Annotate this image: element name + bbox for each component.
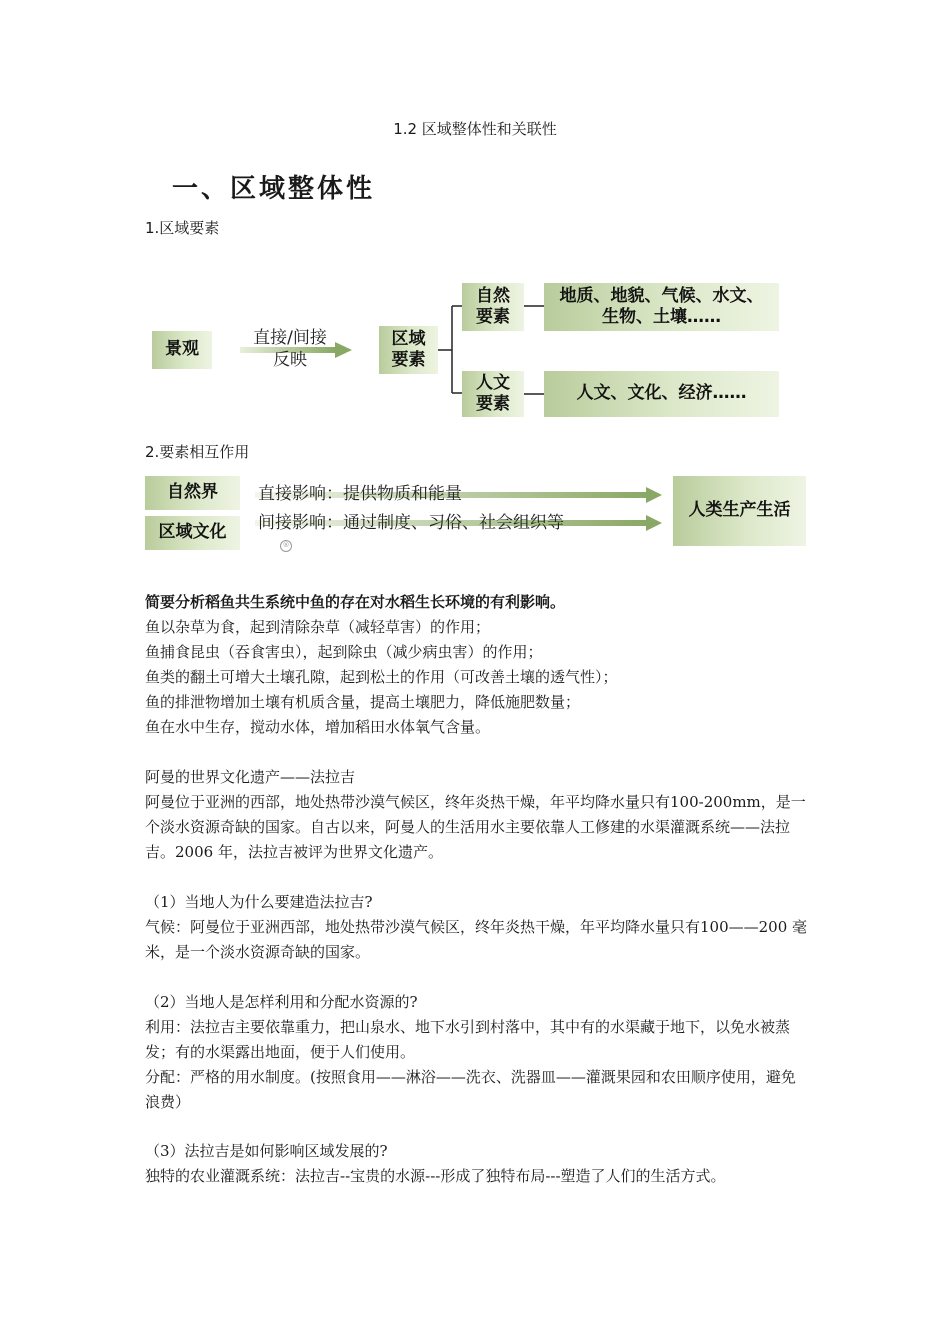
rice-fish-answer-1: 鱼以杂草为食，起到清除杂草（减轻草害）的作用； [145,618,491,636]
regional-culture-label: 区域文化 [158,522,227,543]
oman-intro-section [145,765,810,865]
natural-elements-line1: 自然 [476,285,510,306]
question-1: （1）当地人为什么要建造法拉吉? [145,893,373,911]
region-elements-line2: 要素 [391,350,426,370]
doc-title: 1.2 区域整体性和关联性 [393,120,557,138]
oman-title: 阿曼的世界文化遗产——法拉吉 [145,768,356,786]
direct-influence-label: 直接影响：提供物质和能量 [258,484,462,504]
question-2-section [145,990,810,1115]
answer-3: 独特的农业灌溉系统：法拉吉--宝贵的水源---形成了独特布局---塑造了人们的生活方式。 [145,1167,726,1185]
natural-items-line1: 地质、地貌、气候、水文、 [559,285,764,306]
rice-fish-answer-4: 鱼的排泄物增加土壤有机质含量，提高土壤肥力，降低施肥数量； [145,693,581,711]
human-elements-line2: 要素 [476,394,510,414]
human-elements-line1: 人文 [476,372,510,393]
question-2: （2）当地人是怎样利用和分配水资源的? [145,993,418,1011]
reflect-label-line2: 反映 [273,350,307,371]
direct-arrow-head [646,487,662,503]
natural-elements-line2: 要素 [476,307,510,327]
oman-intro: 阿曼位于亚洲的西部，地处热带沙漠气候区，终年炎热干燥，年平均降水量只有100-200mm，是一个淡水资源奇缺的国家。自古以来，阿曼人的生活用水主要依靠人工修建的水渠灌溉系统——法拉吉。2006 年，法拉吉被评为世界文化遗产。 [145,793,806,861]
question-3: （3）法拉吉是如何影响区域发展的? [145,1142,388,1160]
subsection-2-title: 2.要素相互作用 [145,443,250,461]
question-1-section [145,890,810,965]
rice-fish-section [145,590,810,740]
landscape-label: 景观 [165,339,199,360]
answer-1: 气候：阿曼位于亚洲西部，地处热带沙漠气候区，终年炎热干燥，年平均降水量只有100——200 毫米，是一个淡水资源奇缺的国家。 [145,918,808,961]
reflect-label-line1: 直接/间接 [253,328,327,348]
human-items-label: 人文、文化、经济…… [576,383,747,404]
rice-fish-answer-2: 鱼捕食昆虫（吞食害虫），起到除虫（减少病虫害）的作用； [145,643,543,661]
human-activity-box [673,476,806,546]
subsection-1-title: 1.区域要素 [145,219,220,237]
rice-fish-question: 简要分析稻鱼共生系统中鱼的存在对水稻生长环境的有利影响。 [145,593,566,611]
nature-box [145,476,240,510]
indirect-influence-label: 间接影响：通过制度、习俗、社会组织等 [258,513,564,533]
human-activity-label: 人类生产生活 [688,500,791,521]
answer-2-distribution: 分配：严格的用水制度。(按照食用——淋浴——洗衣、洗器皿——灌溉果园和农田顺序使用，避免浪费） [145,1068,796,1111]
watermark-icon: ® [280,540,292,552]
section-heading: 一、区域整体性 [172,174,376,204]
region-elements-line1: 区域 [391,328,426,349]
answer-2-use: 利用：法拉吉主要依靠重力，把山泉水、地下水引到村落中，其中有的水渠藏于地下，以免水被蒸发；有的水渠露出地面，便于人们使用。 [145,1018,791,1061]
nature-label: 自然界 [167,482,218,503]
rice-fish-answer-3: 鱼类的翻土可增大土壤孔隙，起到松土的作用（可改善土壤的透气性）； [145,668,618,686]
rice-fish-answer-5: 鱼在水中生存，搅动水体，增加稻田水体氧气含量。 [145,718,491,736]
indirect-arrow-head [646,515,662,531]
question-3-section [145,1139,810,1189]
diagram2-arrows [0,0,950,560]
regional-culture-box [145,516,240,550]
natural-items-line2: 生物、土壤…… [602,307,721,327]
